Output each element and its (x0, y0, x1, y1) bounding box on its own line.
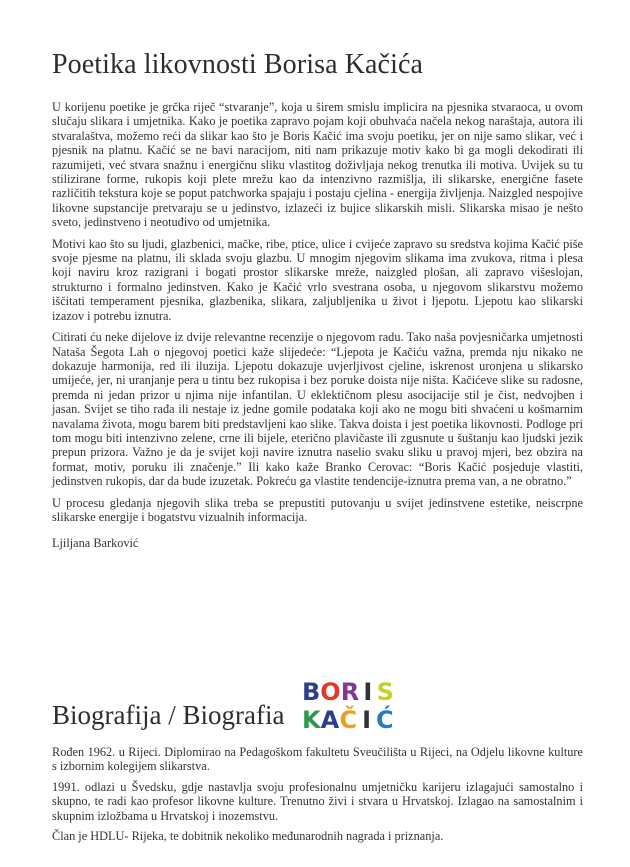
logo-letter: S (376, 678, 394, 706)
logo-letter: B (302, 678, 321, 706)
biography-paragraph-1: Rođen 1962. u Rijeci. Diplomirao na Pedagoškom fakultetu Sveučilišta u Rijeci, na Odjelu likovne kulture s izbornim kolegijem slikarstva. (52, 745, 583, 774)
article-paragraph-3: Citirati ću neke dijelove iz dvije relevantne recenzije o njegovom radu. Tako naša povjesničarka umjetnosti Nataša Šegota Lah o njegovoj poetici kaže slijedeće: “Ljepota je Kačiću važna, premda nju nikako ne dokazuje harmonija, red ili iluzija. Ljepotu dokazuje uvjerljivost cjeline, iskrenost uronjena u slikarsko umijeće, jer, ni uranjanje pera u tintu bez rukopisa i bez poruke doista nije ništa. Kačićeve slike su radosne, premda ni jedan prizor u njima nije infantilan. U eklektičnom plesu asocijacije stil je čist, nedvojben i jasan. Svijet se tiho rađa ili nestaje iz jedne gomile podataka koji ako ne mogu biti shvaćeni u košmarnim navalama života, mogu barem biti predstavljeni kao slike. Takva doista i jest poetika likovnosti. Podloge pri tom mogu biti intenzivno zelene, crne ili bijele, eterično plavičaste ili zgusnute u šuštanju kao ljudski jezik prepun prizora. Važno je da je svijet koji navire iznutra naselio svaku sliku u pravoj mjeri, bez obzira na format, motiv, poruku ili značenje.” Ili kako kaže Branko Cerovac: “Boris Kačić posjeduje vlastiti, jedinstven rukopis, dar da bude izuzetak. Pokreću ga vlastite tendencije-iznutra prema van, a ne obratno.” (52, 330, 583, 489)
logo-row-top (302, 680, 394, 704)
author-signature: Ljiljana Barković (52, 536, 139, 551)
logo-row-bottom (302, 708, 394, 732)
biography-paragraph-3: Član je HDLU- Rijeka, te dobitnik nekoliko međunarodnih nagrada i priznanja. (52, 829, 444, 844)
article-paragraph-1: U korijenu poetike je grčka riječ “stvaranje”, koja u širem smislu implicira na pjesnika stvaraoca, u ovom slučaju slikara i umjetnika. Kako je poetika zapravo pojam koji obuhvaća načela nekog naraštaja, autora ili stvaralaštva, možemo reći da slikar kao što je Boris Kačić ima svoju poetiku, jer on nije samo slikar, već i pjesnik na platnu. Kačić se ne bavi naracijom, niti nam prikazuje motiv kako bi ga mogli dekodirati ili razumijeti, već stvara snažnu i energičnu sliku vlastitog doživljaja nekog trenutka ili motiva. Uvijek su tu stilizirane forme, rukopis koji plete mrežu kao da intenzivno razmišlja, ili slikarske, energične fasete različitih tekstura koje se poput patchworka spajaju i postaju cjelina - energija življenja. Naizgled nespojive likovne supstancije pretvaraju se u jedinstvo, izlazeći iz bujice slikarskih misli. Slikarska misao je nešto sveto, jedinstveno i neotuđivo od umjetnika. (52, 100, 583, 230)
article-paragraph-4: U procesu gledanja njegovih slika treba se prepustiti putovanju u svijet jedinstvene estetike, neiscrpne slikarske energije i bogatstvu vizualnih informacija. (52, 495, 583, 524)
article-paragraph-2: Motivi kao što su ljudi, glazbenici, mačke, ribe, ptice, ulice i cvijeće zapravo su sredstva kojima Kačić piše svoje pjesme na platnu, ili sklada svoju glazbu. U mnogim njegovim slikama ima zvukova, ritma i plesa koji naviru kroz razigrani i bogati prostor slikarske mreže, naizgled plošan, ali zapravo višeslojan, strukturno i formalno jedinstven. Kako je Kačić vrlo svestrana osoba, u njegovom slikarstvu možemo iščitati temperament pjesnika, glazbenika, slikara, zaljubljenika u život i ljepotu. Ljepotu kao slikarski izazov i potrebu iznutra. (52, 236, 583, 323)
biography-title: Biografija / Biografia (52, 700, 285, 730)
biography-paragraph-2: 1991. odlazi u Švedsku, gdje nastavlja svoju profesionalnu umjetničku karijeru izlagajući samostalno i skupno, te radi kao profesor likovne kulture. Trenutno živi i stvara u Hrvatskoj. Izlagao na samostalnim i skupnim izložbama u Hrvatskoj i inozemstvu. (52, 779, 583, 823)
logo-letter: O (320, 678, 341, 706)
logo-letter: I (362, 706, 372, 734)
logo-letter: R (340, 678, 360, 706)
logo-letter: Č (339, 706, 358, 734)
biography-body (52, 745, 583, 849)
article-title: Poetika likovnosti Borisa Kačića (52, 49, 424, 80)
logo-letter: Ć (376, 706, 394, 734)
logo-letter: A (320, 706, 340, 734)
logo-letter: K (302, 706, 321, 734)
article-body (52, 100, 583, 558)
logo-letter: I (363, 678, 373, 706)
boris-kacic-logo (302, 680, 394, 732)
